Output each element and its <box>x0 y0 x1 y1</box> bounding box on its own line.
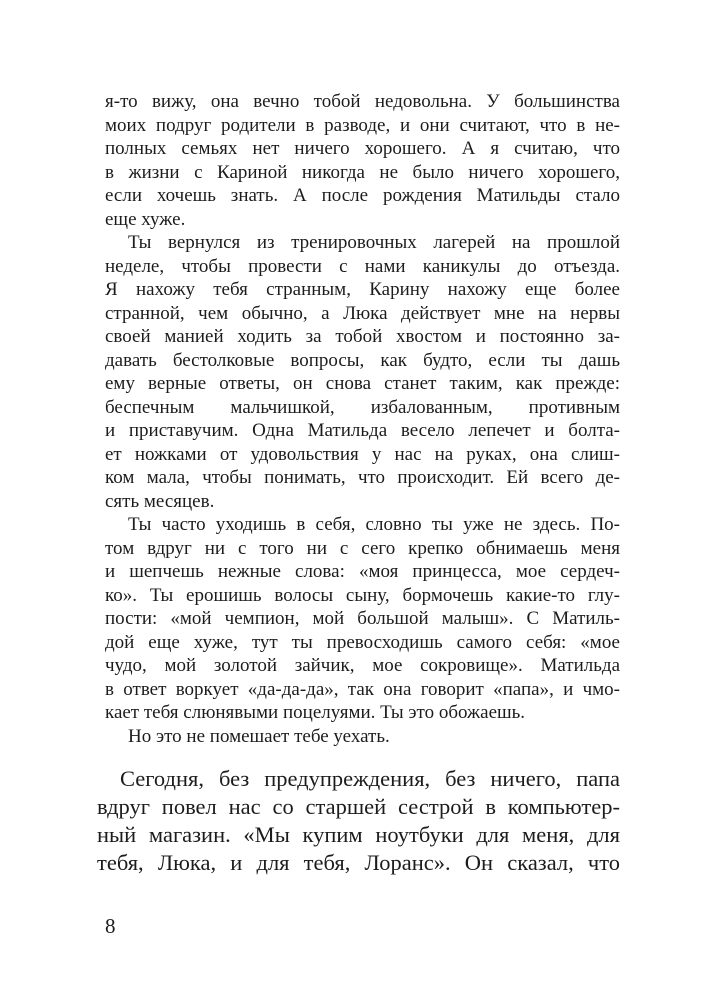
text-line: в ответ воркует «да-да-да», так она говорит «папа», и чмо- <box>105 678 620 700</box>
text-line: неделе, чтобы провести с нами каникулы до отъезда. <box>105 255 620 277</box>
text-line: беспечным мальчишкой, избалованным, противным <box>105 396 620 418</box>
paragraph <box>105 513 620 725</box>
text-line: моих подруг родители в разводе, и они считают, что в не- <box>105 114 620 136</box>
text-line: я-то вижу, она вечно тобой недовольна. У большинства <box>105 91 620 112</box>
text-line: ет ножками от удовольствия у нас на руках, она слиш- <box>105 443 620 465</box>
text-line: если хочешь знать. А после рождения Матильды стало <box>105 185 620 206</box>
text-line: ко». Ты ерошишь волосы сыну, бормочешь какие-то глу- <box>105 584 620 606</box>
paragraph <box>97 765 620 877</box>
text-line: ком мала, чтобы понимать, что происходит. Ей всего де- <box>105 467 620 488</box>
paragraph <box>105 90 620 231</box>
text-line: и приставучим. Одна Матильда весело лепечет и болта- <box>105 420 620 441</box>
text-line: и шепчешь нежные слова: «моя принцесса, мое сердеч- <box>105 561 620 582</box>
text-line: еще хуже. <box>105 208 186 230</box>
text-line: давать бестолковые вопросы, как будто, если ты дашь <box>105 349 620 371</box>
text-line: Я нахожу тебя странным, Карину нахожу еще более <box>105 279 620 300</box>
text-line: том вдруг ни с того ни с сего крепко обнимаешь меня <box>105 537 620 559</box>
body-text <box>97 90 620 877</box>
text-line: тебя, Люка, и для тебя, Лоранс». Он сказал, что <box>97 850 620 875</box>
text-line: полных семьях нет ничего хорошего. А я считаю, что <box>105 138 620 159</box>
text-line: ный магазин. «Мы купим ноутбуки для меня, для <box>97 822 620 847</box>
text-line: дой еще хуже, тут ты превосходишь самого себя: «мое <box>105 631 620 653</box>
text-line: пости: «мой чемпион, мой большой малыш». С Матиль- <box>105 608 620 629</box>
text-line: своей манией ходить за тобой хвостом и постоянно за- <box>105 326 620 347</box>
text-line: в жизни с Кариной никогда не было ничего хорошего, <box>105 161 620 183</box>
text-line: вдруг повел нас со старшей сестрой в компьютер- <box>97 794 620 819</box>
text-line: кает тебя слюнявыми поцелуями. Ты это обожаешь. <box>105 702 526 723</box>
text-line: ему верные ответы, он снова станет таким, как прежде: <box>105 373 620 394</box>
text-line: чудо, мой золотой зайчик, мое сокровище». Матильда <box>105 655 620 676</box>
text-line: Ты вернулся из тренировочных лагерей на прошлой <box>128 232 620 253</box>
paragraph <box>105 231 620 513</box>
text-line: Сегодня, без предупреждения, без ничего, папа <box>120 766 620 791</box>
text-line: Но это не помешает тебе уехать. <box>128 725 390 747</box>
page-number: 8 <box>105 914 116 938</box>
text-line: сять месяцев. <box>105 490 215 512</box>
text-line: Ты часто уходишь в себя, словно ты уже не здесь. По- <box>128 514 620 535</box>
paragraph <box>105 725 620 749</box>
text-line: странной, чем обычно, а Люка действует мне на нервы <box>105 302 620 324</box>
